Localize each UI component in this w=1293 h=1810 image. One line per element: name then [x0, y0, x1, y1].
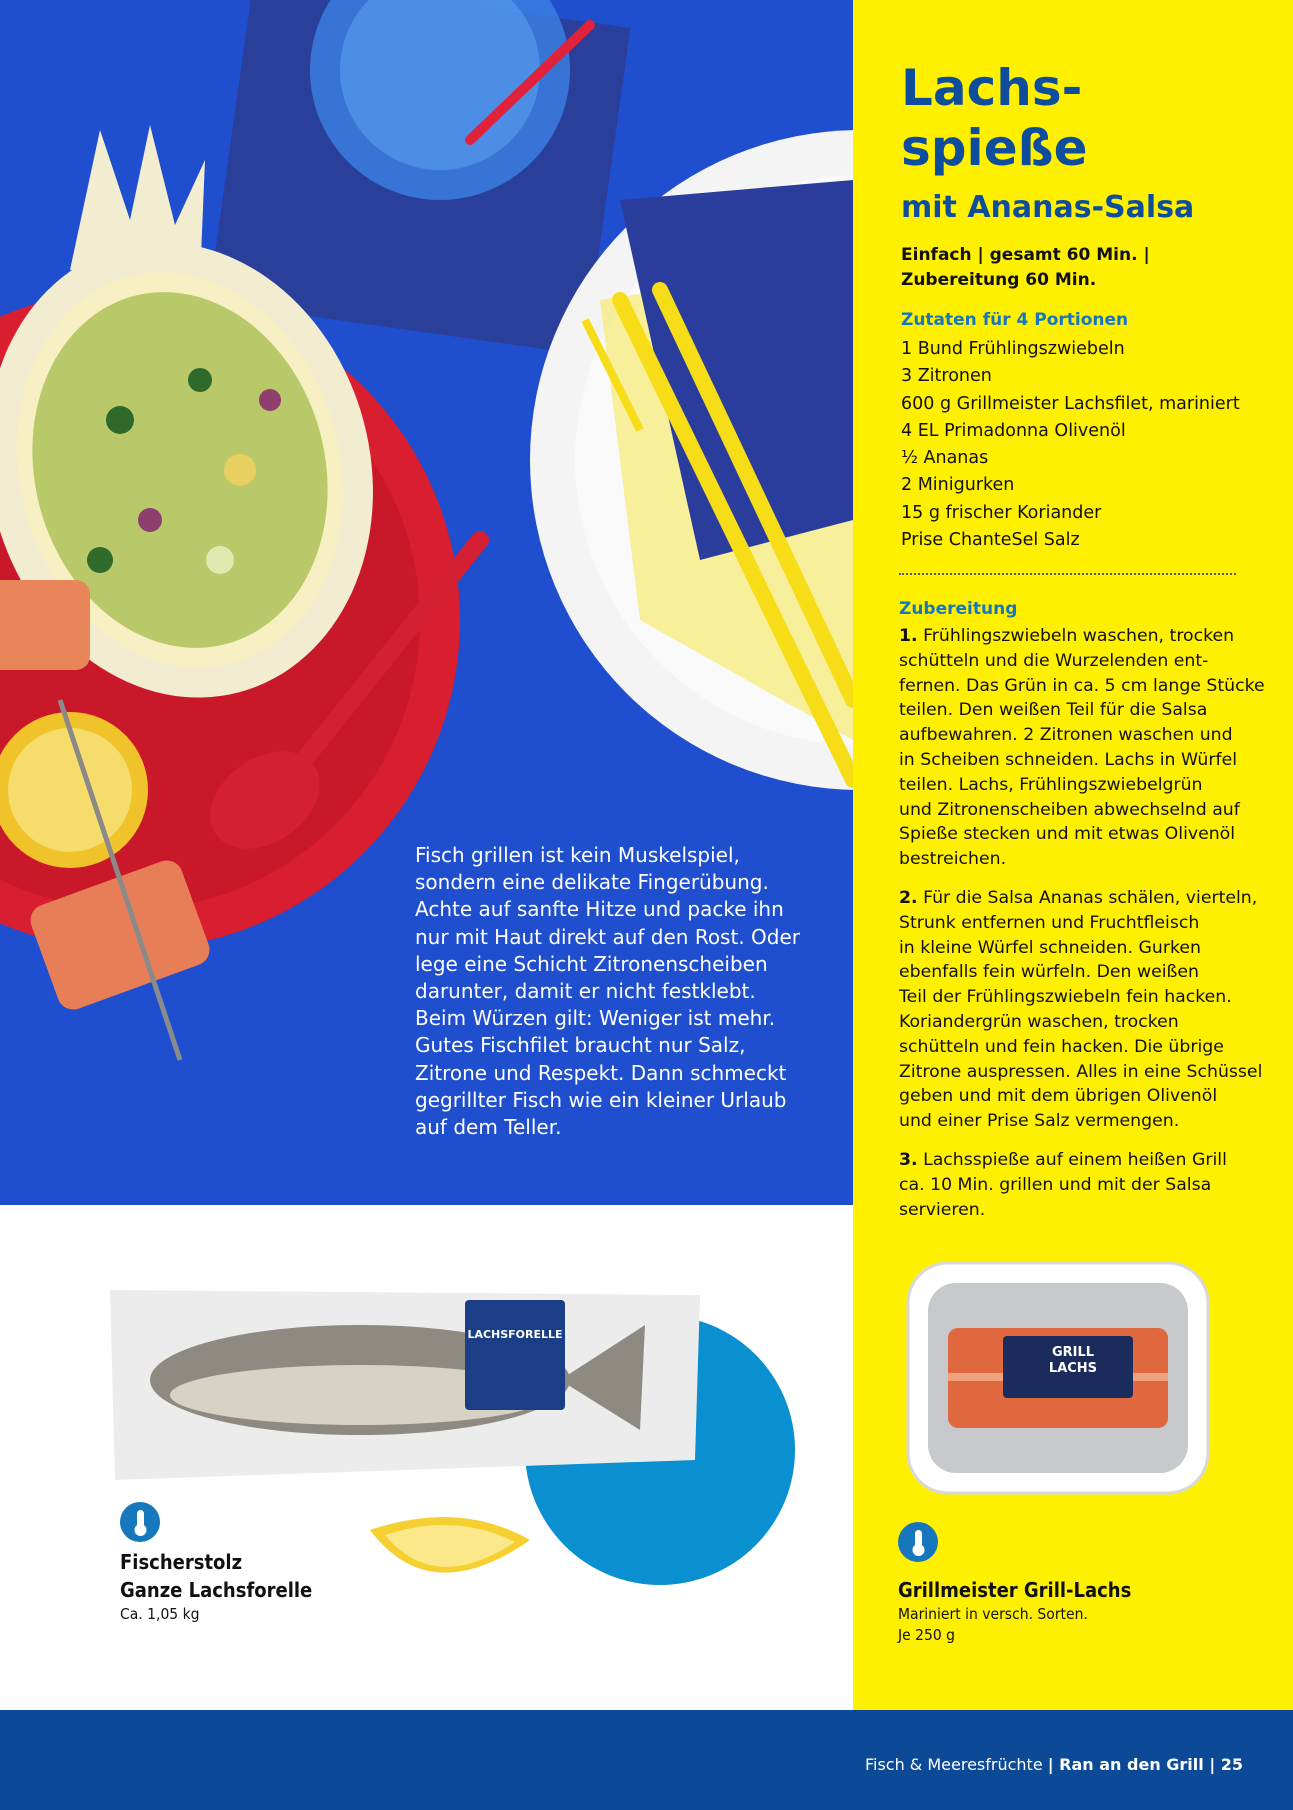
ingredient-item: 2 Minigurken	[901, 475, 1015, 496]
package-label-line: LACHSFORELLE	[467, 1328, 563, 1341]
ingredient-item: ½ Ananas	[901, 448, 989, 469]
step-text: Lachsspieße auf einem heißen Grill ca. 10 Min. grillen und mit der Salsa servieren.	[899, 1149, 1227, 1220]
recipe-title: Lachs- spieße	[901, 59, 1088, 177]
product-lachsforelle	[120, 1548, 312, 1625]
intro-text: Fisch grillen ist kein Muskelspiel, sondern eine delikate Fingerübung. Achte auf sanfte Hitze und packe ihn nur mit Haut direkt auf den Rost. Oder lege eine Schicht Zitronenscheiben darunter, damit er nicht festklebt. Beim Würzen gilt: Weniger ist mehr. Gutes Fischfilet braucht nur Salz, Zitrone und Respekt. Dann schmeckt gegrillter Fisch wie ein kleiner Urlaub auf dem Teller.	[415, 843, 800, 1140]
grill-lachs-package-image	[903, 1258, 1213, 1498]
footer-divider: |	[1047, 1755, 1060, 1774]
product-name: Fischerstolz Ganze Lachsforelle	[120, 1550, 313, 1602]
product-description: Ca. 1,05 kg	[120, 1605, 200, 1623]
ingredients-list	[901, 336, 1240, 554]
ingredient-item: 3 Zitronen	[901, 366, 992, 387]
step-3	[899, 1148, 1274, 1222]
footer-topic: Ran an den Grill | 25	[1059, 1755, 1243, 1774]
step-text: Frühlingszwiebeln waschen, trocken schütteln und die Wurzelenden ent- fernen. Das Grün in ca. 5 cm lange Stücke teilen. Den weißen Teil für die Salsa aufbewahren. 2 Zitronen waschen und in Scheiben schneiden. Lachs in Würfel teilen. Lachs, Frühlingszwiebelgrün und Zitronenscheiben abwechselnd auf Spieße stecken und mit etwas Olivenöl bestreichen.	[899, 626, 1265, 870]
ingredient-item: 15 g frischer Koriander	[901, 502, 1102, 523]
preparation-steps	[899, 624, 1274, 1236]
dotted-divider	[899, 573, 1236, 575]
package-label-line: LACHS	[1048, 1361, 1098, 1376]
thermometer-icon	[120, 1502, 160, 1542]
product-name: Grillmeister Grill-Lachs	[898, 1578, 1132, 1602]
ingredients-heading: Zutaten für 4 Portionen	[901, 310, 1129, 330]
footer-text	[865, 1755, 1243, 1774]
footer-section: Fisch & Meeresfrüchte	[864, 1755, 1048, 1774]
thermometer-icon	[898, 1522, 938, 1562]
ingredient-item: 1 Bund Frühlingszwiebeln	[901, 339, 1125, 359]
product-grill-lachs	[898, 1576, 1131, 1646]
ingredient-item: Prise ChanteSel Salz	[901, 530, 1080, 551]
ingredient-item: 600 g Grillmeister Lachsfilet, mariniert	[901, 393, 1240, 414]
step-number: 3.	[899, 1149, 918, 1170]
product-description: Mariniert in versch. Sorten. Je 250 g	[898, 1605, 1088, 1644]
step-number: 1.	[899, 626, 918, 646]
package-label-line: GRILL	[1051, 1345, 1095, 1360]
recipe-panel	[853, 0, 1293, 1710]
step-1	[899, 624, 1274, 872]
step-text: Für die Salsa Ananas schälen, vierteln, Strunk entfernen und Fruchtfleisch in kleine Würfel schneiden. Gurken ebenfalls fein würfeln. Den weißen Teil der Frühlingszwiebeln fein hacken. Koriandergrün waschen, trocken schütteln und fein hacken. Die übrige Zitrone auspressen. Alles in eine Schüssel geben und mit dem übrigen Olivenöl und einer Prise Salz vermengen.	[899, 887, 1263, 1132]
recipe-meta: Einfach | gesamt 60 Min. | Zubereitung 60 Min.	[901, 245, 1150, 290]
preparation-heading: Zubereitung	[899, 599, 1018, 619]
recipe-subtitle: mit Ananas-Salsa	[901, 190, 1195, 225]
ingredient-item: 4 EL Primadonna Olivenöl	[901, 420, 1126, 441]
page-footer	[0, 1710, 1293, 1810]
package-label	[465, 1300, 565, 1410]
step-2	[899, 886, 1274, 1134]
step-number: 2.	[899, 887, 918, 908]
